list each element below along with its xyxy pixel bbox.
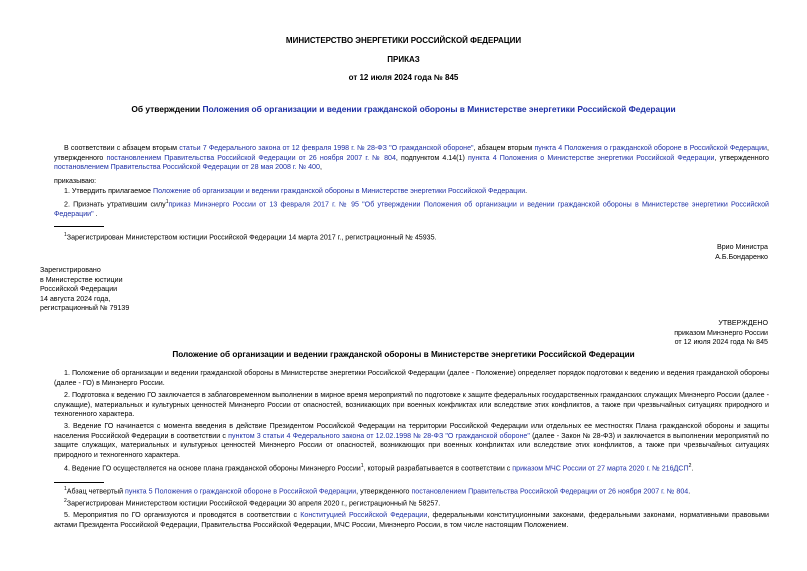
document-type: ПРИКАЗ (387, 55, 420, 64)
document-date-number: от 12 июля 2024 года № 845 (348, 73, 459, 82)
paragraph-text: 4. Ведение ГО осуществляется на основе плана гражданской обороны Минэнерго России (64, 464, 361, 473)
registration-block (40, 266, 240, 314)
registration-line: регистрационный № 79139 (40, 304, 130, 313)
paragraph-2: 2. Подготовка к ведению ГО заключается в заблаговременном выполнении в мирное время мероприятий по подготовке к защите федеральных государственных гражданских служащих Минэнерго России (далее - служащие), материальных и культурных ценностей Минэнерго России от опасностей, возникающих при военных конфликтах или вследствие этих конфликтов, а также при чрезвычайных ситуациях природного и техногенного характера. (54, 391, 769, 419)
registration-line: Зарегистрировано (40, 266, 101, 274)
paragraph-text: , федеральными конституционными законами, федеральными законами, нормативными правовыми актами Президента Российской Федерации, Правительства Российской Федерации, МЧС России, Минэнерго России, в том числе настоящим Положением. (54, 511, 770, 529)
approval-line: от 12 июля 2024 года № 845 (674, 338, 768, 347)
footnote-text: Зарегистрирован Министерством юстиции Российской Федерации 30 апреля 2020 г., регистрационный № 58257. (66, 499, 441, 508)
link-government-decree-804[interactable]: постановлением Правительства Российской Федерации от 26 ноября 2007 г. № 804 (106, 153, 396, 162)
link-federal-law-art7[interactable]: статьи 7 Федерального закона от 12 февраля 1998 г. № 28-ФЗ "О гражданской обороне" (179, 144, 474, 152)
paragraph-text: 3. Ведение ГО начинается с момента введения в действие Президентом Российской Федерации на территории Российской Федерации или отдельных ее местностях Плана гражданской обороны и защиты населения Российской Федерации в соответствии с (54, 422, 769, 440)
link-civil-defense-regulation-p5[interactable]: пункта 5 Положения о гражданской обороне в Российской Федерации (125, 487, 357, 496)
ministry-heading: МИНИСТЕРСТВО ЭНЕРГЕТИКИ РОССИЙСКОЙ ФЕДЕРАЦИИ (285, 36, 522, 45)
preamble-text: , утвержденного (54, 144, 769, 162)
link-civil-defense-regulation-p4[interactable]: пункта 4 Положения о гражданской обороне в Российской Федерации (534, 144, 768, 152)
footnote-text: Абзац четвертый (66, 487, 126, 496)
link-order-95[interactable]: приказ Минэнерго России от 13 февраля 2017 г. № 95 "Об утверждении Положения об организации и ведении гражданской обороны в Министерстве энергетики Российской Федерации" (54, 200, 770, 218)
signature-role: Врио Министра (717, 243, 768, 251)
approval-line: УТВЕРЖДЕНО (718, 319, 768, 327)
paragraph-text: (далее - Закон № 28-ФЗ) и заключается в выполнении мероприятий по защите служащих, материальных и культурных ценностей Минэнерго России от опасностей, возникающих при военных конфликтах или вследствие этих конфликтов, а также при чрезвычайных ситуациях природного и техногенного характера. (54, 431, 769, 459)
footnote-divider (54, 482, 104, 483)
footnote-2 (54, 485, 769, 497)
footnote-marker: 1 (360, 463, 364, 469)
paragraph-4 (54, 462, 769, 474)
signature-block (560, 243, 768, 262)
paragraph-text: , который разрабатывается в соответствии с (363, 464, 513, 473)
item-text: . (93, 209, 98, 218)
item-text: . (525, 187, 528, 195)
signature-name: А.Б.Бондаренко (715, 252, 768, 261)
approval-block (560, 319, 768, 348)
link-government-decree-400[interactable]: постановлением Правительства Российской Федерации от 28 мая 2008 г. № 400 (54, 163, 320, 172)
footnote-text: , утвержденного (356, 487, 412, 496)
preamble-text: , (319, 163, 322, 172)
link-government-decree-804[interactable]: постановлением Правительства Российской Федерации от 26 ноября 2007 г. № 804 (411, 487, 689, 496)
footnote-marker: 1 (64, 486, 67, 492)
footnote-text: . (688, 487, 691, 496)
footnote-divider (54, 226, 104, 227)
footnote-marker: 2 (64, 498, 67, 504)
preamble-text: , утвержденного (714, 153, 769, 162)
link-federal-law-art4[interactable]: пунктом 3 статьи 4 Федерального закона от 12.02.1998 № 28-ФЗ "О гражданской обороне" (228, 431, 530, 440)
paragraph-text: 5. Мероприятия по ГО организуются и проводятся в соответствии с (64, 511, 301, 519)
footnote-text: Зарегистрирован Министерством юстиции Российской Федерации 14 марта 2017 г., регистрационный № 45935. (66, 233, 437, 242)
paragraph-5 (54, 511, 769, 530)
preamble-text: , подпунктом 4.14(1) (395, 153, 468, 162)
footnote-marker: 1 (165, 199, 169, 205)
paragraph-text: . (691, 464, 694, 473)
preamble-text: В соответствии с абзацем вторым (64, 144, 180, 152)
regulation-title: Положение об организации и ведении гражданской обороны в Министерстве энергетики Российской Федерации (172, 350, 635, 359)
document-title (0, 105, 807, 115)
registration-line: в Министерстве юстиции (40, 275, 123, 284)
title-link[interactable]: Положения об организации и ведении гражданской обороны в Министерстве энергетики Российской Федерации (202, 104, 676, 114)
item-text: 2. Признать утратившим силу (64, 200, 166, 209)
paragraph-1: 1. Положение об организации и ведении гражданской обороны в Министерстве энергетики Российской Федерации (далее - Положение) определяет порядок подготовки к ведению и ведения гражданской обороны (далее - ГО) в Минэнерго России. (54, 369, 769, 387)
preamble-paragraph (54, 144, 769, 173)
item-text: 1. Утвердить прилагаемое (64, 187, 153, 195)
registration-line: 14 августа 2024 года, (40, 294, 111, 303)
link-mchs-order-216[interactable]: приказом МЧС России от 27 марта 2020 г. № 216ДСП (512, 464, 689, 473)
footnote-marker: 1 (64, 232, 67, 238)
paragraph-3 (54, 422, 769, 460)
item-1 (54, 187, 769, 197)
registration-line: Российской Федерации (40, 285, 118, 294)
order-word: приказываю: (54, 177, 97, 185)
item-2 (54, 198, 769, 220)
footnote-marker: 2 (688, 463, 692, 469)
footnote-1 (54, 231, 769, 243)
title-prefix: Об утверждении (131, 104, 203, 114)
footnote-3 (54, 497, 769, 509)
link-ministry-regulation-p4[interactable]: пункта 4 Положения о Министерстве энергетики Российской Федерации (467, 153, 715, 162)
link-approved-regulation[interactable]: Положение об организации и ведении гражданской обороны в Министерстве энергетики Российской Федерации (152, 187, 526, 195)
link-constitution[interactable]: Конституцией Российской Федерации (300, 511, 428, 519)
approval-line: приказом Минэнерго России (674, 328, 768, 337)
preamble-text: , абзацем вторым (473, 144, 535, 152)
